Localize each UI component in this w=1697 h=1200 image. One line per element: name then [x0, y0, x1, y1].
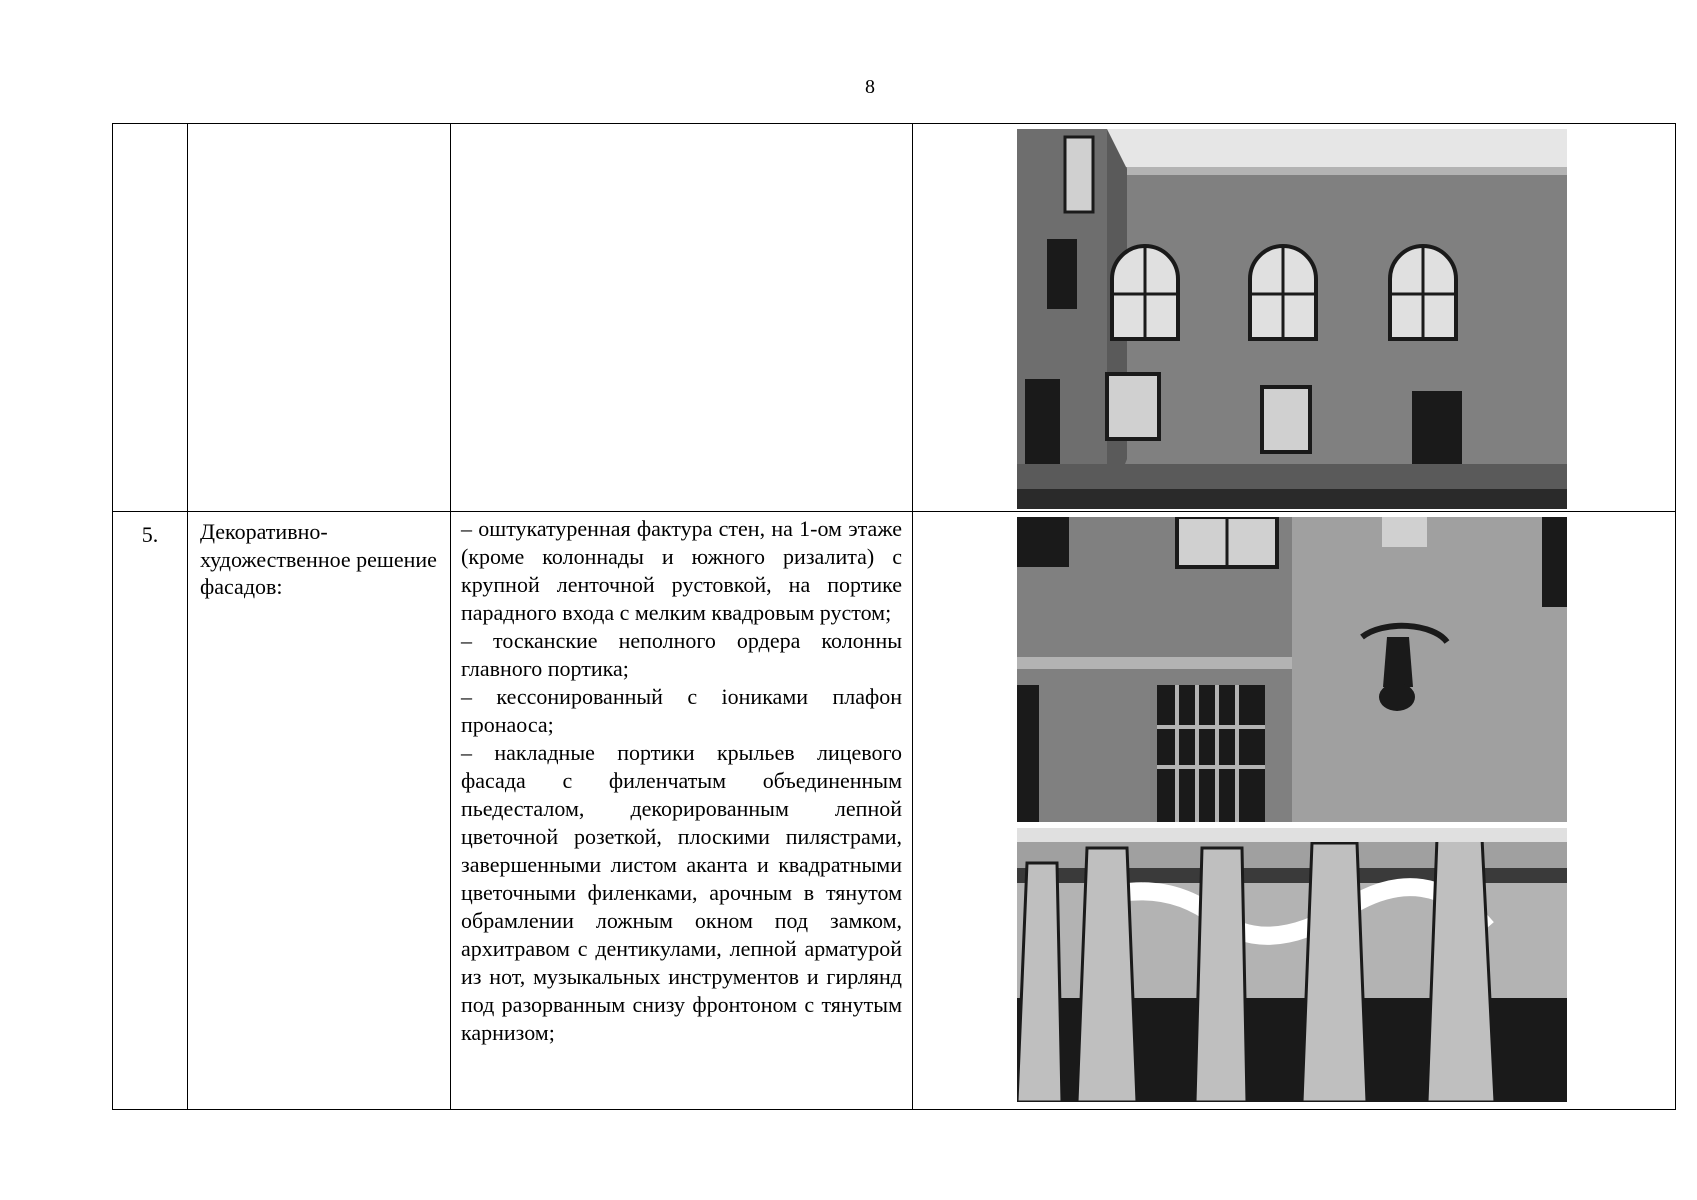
courtyard-facade-photo: [1017, 129, 1567, 509]
description-list: [451, 512, 912, 1047]
cell-photos: [913, 124, 1676, 512]
cell-photos: [913, 512, 1676, 1110]
cell-number: [113, 512, 188, 1110]
cell-description: [451, 512, 913, 1110]
list-item: – кессонированный с ioниками плафон пронаоса;: [461, 684, 902, 737]
heritage-table: [112, 123, 1676, 1110]
cell-number: [113, 124, 188, 512]
cell-name: [188, 512, 451, 1110]
list-item: – тосканские неполного ордера колонны главного портика;: [461, 628, 902, 681]
row-number: 5.: [141, 522, 159, 547]
list-item: – оштукатуренная фактура стен, на 1-ом этаже (кроме колоннады и южного ризалита) с крупной ленточной рустовкой, на портике парадного входа с мелким квадровым рустом;: [461, 516, 902, 625]
list-item: – накладные портики крыльев лицевого фасада с филенчатым объединенным пьедесталом, декорированным лепной цветочной розеткой, плоскими пилястрами, завершенными листом аканта и квадратными цветочными филенками, арочным в тянутом обрамлении ложным окном под замком, архитравом с дентикулами, лепной арматурой из нот, музыкальных инструментов и гирлянд под разорванным снизу фронтоном с тянутым карнизом;: [461, 740, 902, 1045]
table-row-5: [113, 512, 1676, 1110]
page-number: 8: [865, 76, 875, 98]
element-name: Декоративно-художественное решение фасадов:: [200, 519, 437, 599]
colonnade-photo: [1017, 828, 1567, 1102]
table-row-continued: [113, 124, 1676, 512]
cell-name: [188, 124, 451, 512]
facade-detail-photo: [1017, 517, 1567, 822]
cell-description: [451, 124, 913, 512]
